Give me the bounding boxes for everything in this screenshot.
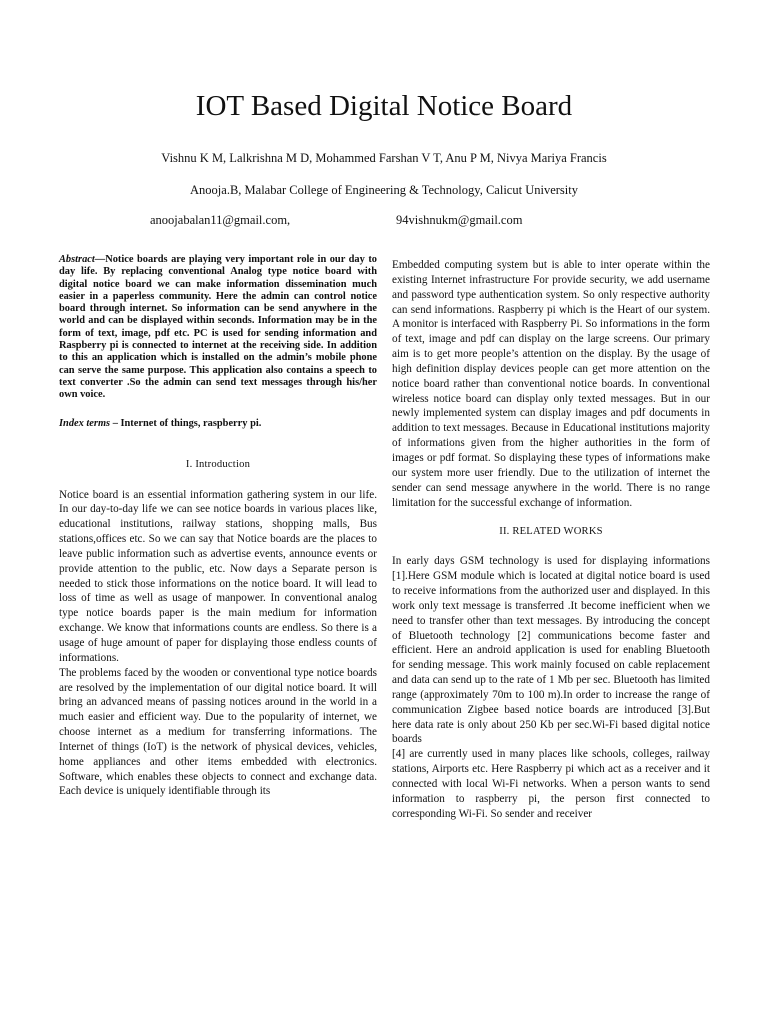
related-works-paragraph-1: In early days GSM technology is used for displaying informations [1].Here GSM module which is located at digital notice board is used to receive informations from the authorized user and displayed. In this work only text message is transferred .It become inefficient when we need to transfer other than text messages. By introducing the concept of Bluetooth technology [2] communications become faster and efficient. Here an android application is used for enabling Bluetooth for sending message. This work mainly focused on cable replacement and data can send up to the rate of 1 Mb per sec. Bluetooth has limited range (approximately 70m to 100 m).In order to increase the range of communication Zigbee based notice boards are introduced [3].But here data rate is only about 250 Kb per sec.Wi-Fi based digital notice boards: [392, 555, 710, 746]
left-column: [59, 254, 377, 799]
abstract-text: Notice boards are playing very important role in our day to day life. By replacing conventional Analog type notice board with digital notice board we can make information dissemination much easier in a paperless community. Here the admin can control notice board through internet. So information can be send anywhere in the world and can be displayed within seconds. Information may be in the form of text, image, pdf etc. PC is used for sending information and Raspberry pi is connected to internet at the receiving side. In addition to this an application which is installed on the admin’s mobile phone can serve the same purpose. This application also contains a speech to text converter .So the admin can send text messages through his/her own voice.: [59, 254, 377, 401]
index-terms-label: Index terms: [59, 417, 111, 429]
abstract-dash: —: [94, 254, 106, 265]
abstract: [59, 254, 377, 402]
intro-paragraph-2: The problems faced by the wooden or conventional type notice boards are resolved by the implementation of our digital notice board. It will bring an advanced means of passing notices around in the world in a much easier and efficient way. Due to the popularity of internet, we choose internet as a medium for transferring informations. The Internet of things (IoT) is the network of physical devices, vehicles, home appliances and other items embedded with electronics. Software, which enables these objects to connect and exchange data. Each device is uniquely identifiable through its: [59, 666, 377, 798]
right-column: [392, 258, 710, 822]
section-heading-related-works: II. RELATED WORKS: [499, 526, 603, 538]
email-address-1: anoojabalan11@gmail.com,: [150, 213, 291, 227]
affiliation: Anooja.B, Malabar College of Engineering & Technology, Calicut University: [190, 183, 578, 197]
intro-paragraph-1: Notice board is an essential information gathering system in our life. In our day-to-day life we can see notice boards in various places like, educational institutions, railway stations, shopping malls, Bus stations,offices etc. So we can say that Notice boards are the places to leave public information such as advertise events, announce events or provide attention to the public, etc. Now days a Separate person is needed to stick those informations on the notice board. It will lead to loss of time as well as usage of manpower. In conventional analog type notice boards paper is the main medium for information exchange. We know that informations counts are endless. So there is a usage of huge amount of paper for displaying those endless counts of informations.: [59, 488, 377, 664]
related-works-paragraph-2: [4] are currently used in many places like schools, colleges, railway stations, Airports etc. Here Raspberry pi which act as a receiver and it connected with local Wi-Fi networks. When a person wants to send information to raspberry pi, the person first connected to corresponding Wi-Fi. So sender and receiver: [392, 748, 710, 820]
abstract-label: Abstract: [59, 254, 95, 265]
email-address-2: 94vishnukm@gmail.com: [396, 213, 523, 227]
continuation-paragraph: Embedded computing system but is able to inter operate within the existing Internet infrastructure For provide security, we add username and password type authentication system. So only respective authority can send informations. Raspberry pi which is the Heart of our system. A monitor is interfaced with Raspberry Pi. So informations in the form of text, image and pdf can display on the large screens. Our primary aim is to get more people’s attention on the display. By the usage of high definition display devices people can get more attention on the notice board rather than conventional notice boards. In conventional wireless notice board can display only texted messages. But in our newly implemented system can display images and pdf documents in addition to text messages. Because in Educational institutions majority of informations given from the higher authorities in the form of images or pdf format. So displaying these types of informations make our system more user friendly. Due to the utilization of internet the sender can send message anywhere in the world. There is no range limitation for the successful exchange of information.: [392, 259, 710, 509]
index-terms: [59, 418, 377, 429]
paper-title: IOT Based Digital Notice Board: [195, 90, 573, 122]
section-heading-introduction: I. Introduction: [185, 458, 251, 470]
author-list: Vishnu K M, Lalkrishna M D, Mohammed Farshan V T, Anu P M, Nivya Mariya Francis: [161, 151, 607, 165]
index-terms-text: – Internet of things, raspberry pi.: [110, 417, 262, 429]
